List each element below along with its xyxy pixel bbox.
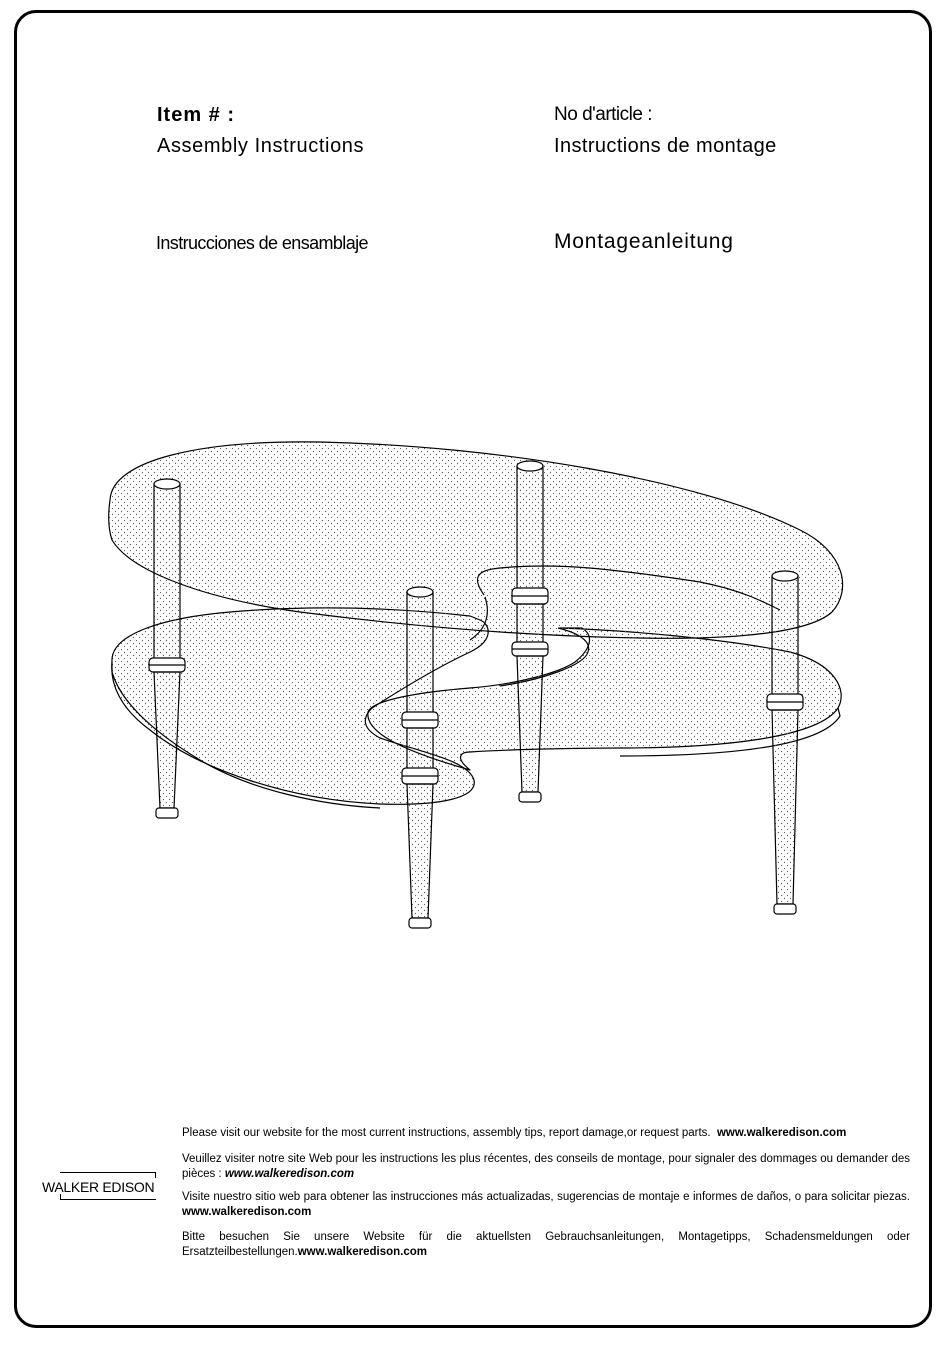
- logo-text: WALKER EDISON: [42, 1179, 155, 1195]
- leg-front-middle: [402, 587, 438, 928]
- item-number-label: Item # :: [157, 104, 236, 126]
- footer-spanish-text: Visite nuestro sitio web para obtener las instrucciones más actualizadas, sugerencias de montaje e informes de daños, o para solicitar piezas.: [182, 1191, 910, 1203]
- article-number-label: No d'article :: [554, 104, 653, 125]
- footer-german-text: Bitte besuchen Sie unsere Website für die aktuellsten Gebrauchsanleitungen, Montagetipps, Schadensmeldungen oder Ersatzteilbestellungen.: [182, 1231, 910, 1258]
- website-link-en[interactable]: www.walkeredison.com: [716, 1127, 847, 1139]
- leg-front-right: [767, 571, 803, 914]
- website-link-de[interactable]: www.walkeredison.com: [297, 1246, 428, 1258]
- walker-edison-logo: [42, 1172, 160, 1204]
- instructions-title-de: Montageanleitung: [554, 230, 734, 253]
- website-link-es[interactable]: www.walkeredison.com: [182, 1206, 312, 1218]
- footer-french: [182, 1152, 910, 1182]
- website-link-fr[interactable]: www.walkeredison.com: [224, 1168, 355, 1180]
- footer-english-text: Please visit our website for the most current instructions, assembly tips, report damage,or request parts.: [182, 1127, 711, 1139]
- footer-spanish: [182, 1190, 910, 1220]
- assembly-instructions-title: Assembly Instructions: [157, 135, 365, 157]
- footer-english: [182, 1126, 910, 1141]
- instructions-title-fr: Instructions de montage: [554, 135, 777, 157]
- leg-back-middle: [512, 461, 548, 802]
- instructions-title-es: Instrucciones de ensamblaje: [156, 233, 368, 253]
- top-shelf: [109, 442, 843, 638]
- footer-german: [182, 1230, 910, 1260]
- leg-back-left: [149, 479, 185, 818]
- footer-french-text: Veuillez visiter notre site Web pour les instructions les plus récentes, des conseils de montage, pour signaler des dommages ou demander des pièces :: [182, 1153, 910, 1180]
